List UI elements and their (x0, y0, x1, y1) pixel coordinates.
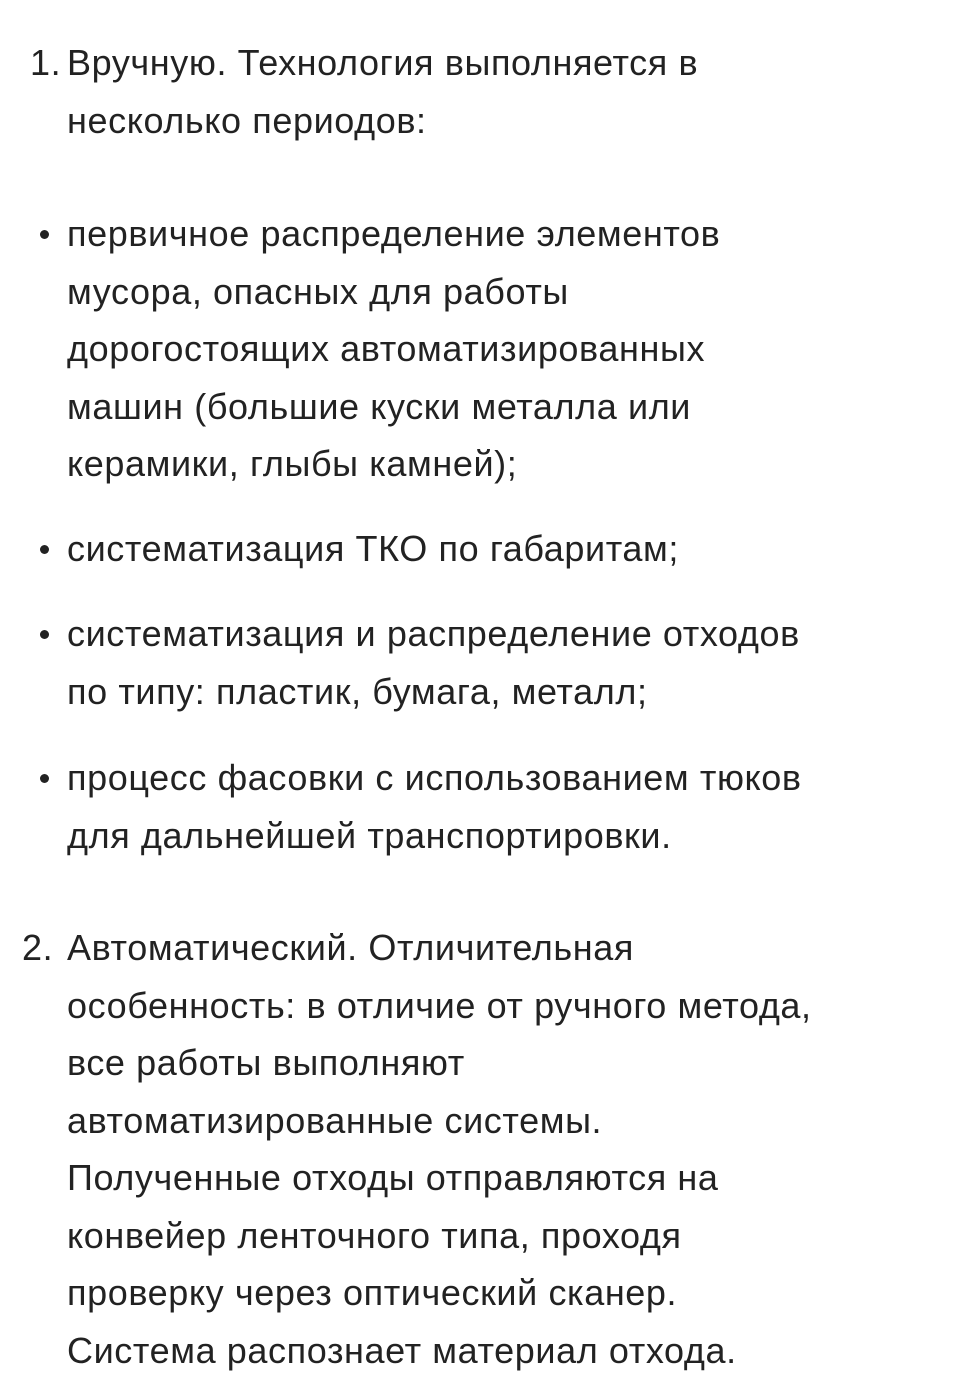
text-line: дорогостоящих автоматизированных (67, 328, 706, 369)
text-line: Автоматический. Отличительная (67, 927, 634, 968)
list-number: 2. (22, 927, 54, 968)
text-line: первичное распределение элементов (67, 213, 721, 254)
text-line: проверку через оптический сканер. (67, 1272, 678, 1313)
text-line: Вручную. Технология выполняется в (67, 42, 699, 83)
numbered-item-text (67, 919, 947, 1379)
text-line: керамики, глыбы камней); (67, 443, 518, 484)
bullet-text (67, 520, 947, 578)
text-line: все работы выполняют (67, 1042, 465, 1083)
bullet-text (67, 205, 947, 493)
text-line: систематизация и распределение отходов (67, 613, 800, 654)
text-line: Полученные отходы отправляются на (67, 1157, 719, 1198)
text-line: процесс фасовки с использованием тюков (67, 757, 802, 798)
bullet-dot-icon (40, 230, 49, 239)
text-line: мусора, опасных для работы (67, 270, 569, 312)
text-line: особенность: в отличие от ручного метода, (67, 984, 812, 1026)
text-line: Система распознает материал отхода. (67, 1329, 737, 1371)
text-line: систематизация ТКО по габаритам; (67, 528, 679, 569)
bullet-dot-icon (40, 545, 49, 554)
bullet-dot-icon (40, 630, 49, 639)
text-line: несколько периодов: (67, 99, 427, 141)
text-line: машин (большие куски металла или (67, 385, 692, 427)
text-line: конвейер ленточного типа, проходя (67, 1214, 682, 1256)
bullet-text (67, 749, 947, 864)
bullet-dot-icon (40, 774, 49, 783)
list-number: 1. (30, 42, 62, 83)
text-line: автоматизированные системы. (67, 1099, 603, 1141)
text-line: для дальнейшей транспортировки. (67, 814, 672, 856)
text-line: по типу: пластик, бумага, металл; (67, 670, 648, 712)
numbered-item-text (67, 34, 947, 149)
bullet-text (67, 605, 947, 720)
